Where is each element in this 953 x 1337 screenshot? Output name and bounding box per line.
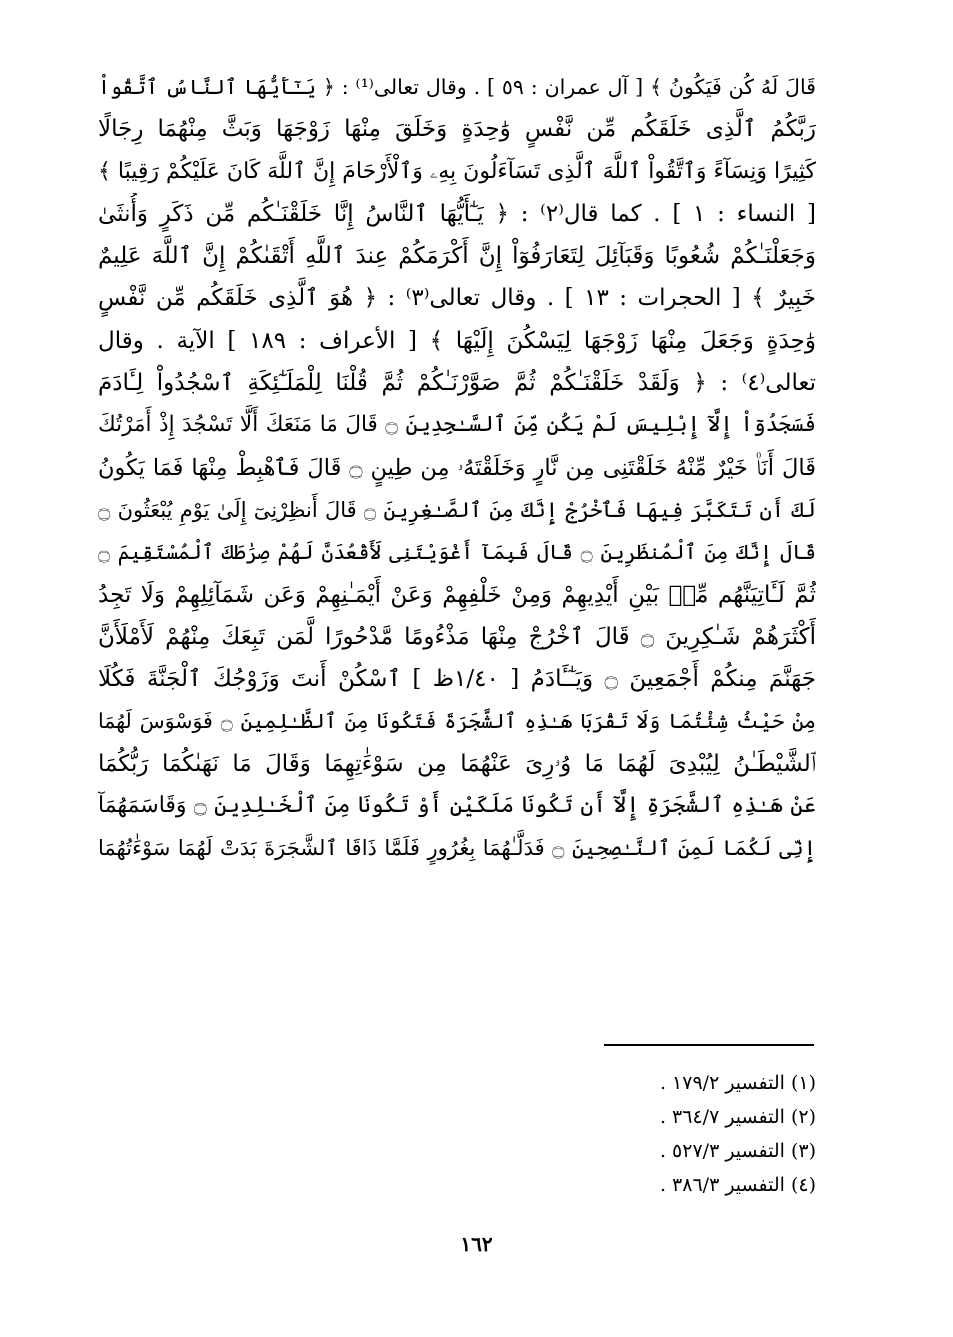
text-line: جَهَنَّمَ مِنكُمْ أَجْمَعِينَ ۝ وَيَـٰٓـَٔادَمُ [ ١/٤٠ظ ] ٱسْكُنْ أَنتَ وَزَوْجُكَ ٱلْجَنَّةَ فَكُلَا <box>98 666 816 693</box>
footnotes-block <box>516 1066 816 1202</box>
text-line: أَكْثَرَهُمْ شَـٰكِرِينَ ۝ قَالَ ٱخْرُجْ مِنْهَا مَذْءُومًا مَّدْحُورًا لَّمَن تَبِعَكَ مِنْهُمْ لَأَمْلَأَنَّ <box>98 623 816 650</box>
page-number: ١٦٢ <box>460 1232 493 1256</box>
text-line: رَبَّكُمُ ٱلَّذِى خَلَقَكُم مِّن نَّفْسٍ وَٰحِدَةٍ وَخَلَقَ مِنْهَا زَوْجَهَا وَبَثَّ مِنْهُمَا رِجَالًا <box>98 116 816 143</box>
text-line: ٱلشَّيْطَـٰنُ لِيُبْدِىَ لَهُمَا مَا وُۥرِىَ عَنْهُمَا مِن سَوْءَٰتِهِمَا وَقَالَ مَا نَهَىٰكُمَا رَبُّكُمَا <box>98 750 816 777</box>
text-line: لَكَ أَن تَتَكَبَّرَ فِيهَا فَٱخْرُجْ إِنَّكَ مِنَ ٱلصَّـٰغِرِينَ ۝ قَالَ أَنظِرْنِىٓ إِلَىٰ يَوْمِ يُبْعَثُونَ ۝ <box>98 497 816 522</box>
text-line: إِنِّى لَكُمَا لَمِنَ ٱلنَّـٰصِحِينَ ۝ فَدَلَّـٰهُمَا بِغُرُورٍ فَلَمَّا ذَاقَا ٱلشَّجَرَةَ بَدَتْ لَهُمَا سَوْءَٰتُهُمَا <box>98 836 816 861</box>
footnote-divider <box>604 1044 814 1046</box>
text-line: فَسَجَدُوٓاْ إِلَّآ إِبْلِيسَ لَمْ يَكُن مِّنَ ٱلسَّـٰجِدِينَ ۝ قَالَ مَا مَنَعَكَ أَلَّا تَسْجُدَ إِذْ أَمَرْتُكَ <box>98 412 816 438</box>
text-line: قَالَ إِنَّكَ مِنَ ٱلْمُنظَرِينَ ۝ قَالَ فَبِمَآ أَغْوَيْتَنِى لَأَقْعُدَنَّ لَهُمْ صِرَٰطَكَ ٱلْمُسْتَقِيمَ ۝ <box>98 540 816 565</box>
text-line: عَنْ هَـٰذِهِ ٱلشَّجَرَةِ إِلَّآ أَن تَكُونَا مَلَكَيْنِ أَوْ تَكُونَا مِنَ ٱلْخَـٰلِدِينَ ۝ وَقَاسَمَهُمَآ <box>98 793 816 819</box>
text-line: تعالى⁽٤⁾ : ﴿ وَلَقَدْ خَلَقْنَـٰكُمْ ثُمَّ صَوَّرْنَـٰكُمْ ثُمَّ قُلْنَا لِلْمَلَـٰٓئِكَةِ ٱسْجُدُواْ لِـَٔادَمَ <box>98 370 816 397</box>
footnote: (٤) التفسير ٣٨٦/٣ . <box>659 1174 816 1196</box>
main-text-block <box>98 66 816 870</box>
footnote: (٣) التفسير ٥٢٧/٣ . <box>659 1140 816 1162</box>
footnote: (٢) التفسير ٣٦٤/٧ . <box>659 1106 816 1128</box>
text-line: خَبِيرٌ ﴾ [ الحجرات : ١٣ ] . وقال تعالى⁽٣⁾ : ﴿ هُوَ ٱلَّذِى خَلَقَكُم مِّن نَّفْسٍ <box>98 285 816 312</box>
text-line: ثُمَّ لَـَٔاتِيَنَّهُم مِّنۢ بَيْنِ أَيْدِيهِمْ وَمِنْ خَلْفِهِمْ وَعَنْ أَيْمَـٰنِهِمْ وَعَن شَمَآئِلِهِمْ وَلَا تَجِدُ <box>98 581 816 608</box>
text-line: [ النساء : ١ ] . كما قال⁽٢⁾ : ﴿ يَـٰٓأَيُّهَا ٱلنَّاسُ إِنَّا خَلَقْنَـٰكُم مِّن ذَكَرٍ وَأُنثَىٰ <box>98 200 816 227</box>
footnote: (١) التفسير ١٧٩/٢ . <box>659 1072 816 1094</box>
text-line: مِنْ حَيْثُ شِئْتُمَا وَلَا تَقْرَبَا هَـٰذِهِ ٱلشَّجَرَةَ فَتَكُونَا مِنَ ٱلظَّـٰلِمِينَ ۝ فَوَسْوَسَ لَهُمَا <box>98 709 816 734</box>
text-line: قَالَ لَهُ كُن فَيَكُونُ ﴾ [ آل عمران : ٥٩ ] . وقال تعالى⁽¹⁾ : ﴿ يَـٰٓأَيُّهَا ٱلنَّاسُ ٱتَّقُواْ <box>98 75 816 99</box>
text-line: وَٰحِدَةٍ وَجَعَلَ مِنْهَا زَوْجَهَا لِيَسْكُنَ إِلَيْهَا ﴾ [ الأعراف : ١٨٩ ] الآية . وقال <box>98 327 816 354</box>
text-line: وَجَعَلْنَـٰكُمْ شُعُوبًا وَقَبَآئِلَ لِتَعَارَفُوٓاْ إِنَّ أَكْرَمَكُمْ عِندَ ٱللَّهِ أَتْقَىٰكُمْ إِنَّ ٱللَّهَ عَلِيمٌ <box>98 243 816 270</box>
text-line: كَثِيرًا وَنِسَآءً وَٱتَّقُواْ ٱللَّهَ ٱلَّذِى تَسَآءَلُونَ بِهِۦ وَٱلْأَرْحَامَ إِنَّ ٱللَّهَ كَانَ عَلَيْكُمْ رَقِيبًا ﴾ <box>98 158 816 184</box>
text-line: قَالَ أَنَا۠ خَيْرٌ مِّنْهُ خَلَقْتَنِى مِن نَّارٍ وَخَلَقْتَهُۥ مِن طِينٍ ۝ قَالَ فَٱهْبِطْ مِنْهَا فَمَا يَكُونُ <box>98 454 816 481</box>
